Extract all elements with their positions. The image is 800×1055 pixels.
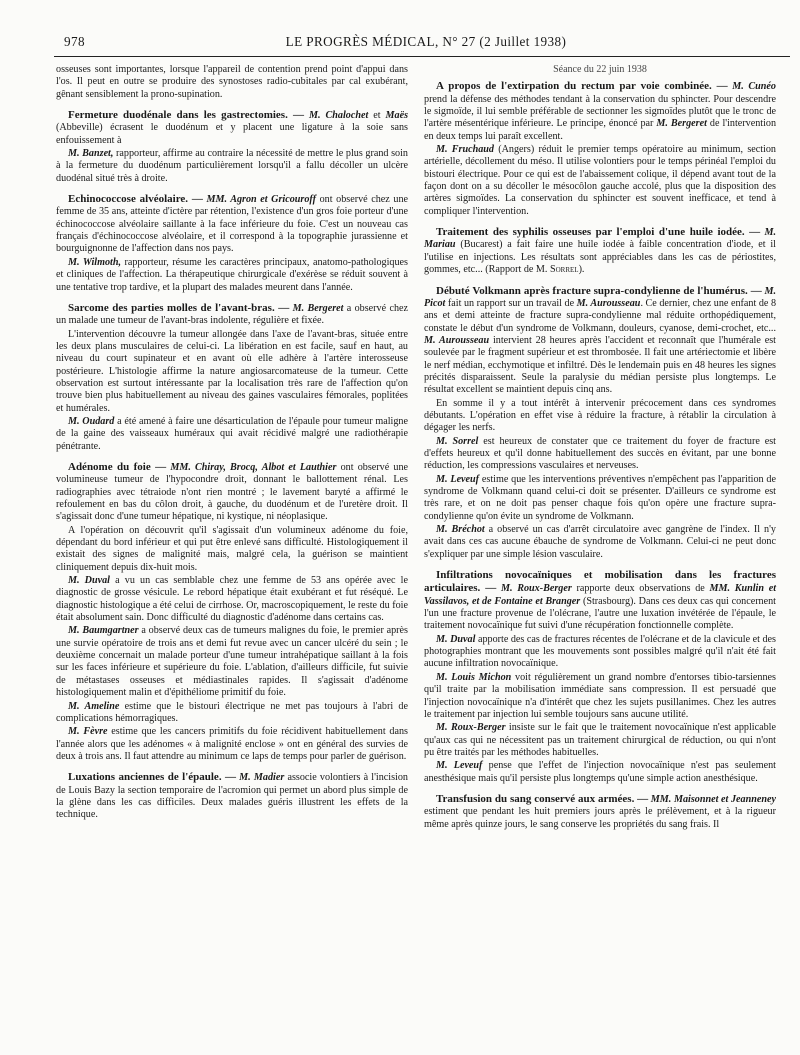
paragraph: M. Ameline estime que le bistouri électrique ne met pas toujours à l'abri de complications hémorragiques.: [56, 700, 408, 724]
section-volkmann: Débuté Volkmann après fracture supra-condylienne de l'humérus. — M. Picot fait un rapport sur un travail de M. Aurousseau. Ce dernier, chez une enfant de 8 ans et demi atteinte de fracture supra-condylienne mal réduite orthopédiquement, constate le début d'un syndrome de Volkmann, douleurs, cyanose, demi-crochet, etc... M. Aurousseau intervient 28 heures après l'accident et reconnaît que l'humérale est soulevée par le fragment supérieur et est thrombosée. Il fait une artériectomie et libère le nerf médian, ecchymotique et infiltré. Dès le lendemain puis en 48 heures les signes précités disparaissent. Seule la paralysie du médian persiste plus longtemps. Le résultat excellent se maintient depuis cinq ans.: [424, 284, 777, 396]
section-echinococcose: Echinococcose alvéolaire. — MM. Agron et Gricouroff ont observé chez une femme de 35 ans, atteinte d'ictère par rétention, l'existence d'un gros foie porteur d'une échinococcose alvéolaire saillante à la face inférieure du foie. C'est un nouveau cas français d'échinococcose alvéolaire, et il correspond à la topographie jurassienne et bourguignonne de l'affection dans nos pays.: [56, 193, 409, 255]
right-column: [424, 64, 776, 832]
paragraph: M. Leveuf estime que les interventions préventives n'empêchent pas l'apparition de syndrome de Volkmann quand celui-ci doit se présenter. D'ailleurs ce syndrome est très rare, et on ne doit pas penser chaque fois qu'on opère une fracture supra-condylienne qu'on évite un syndrome de Volkmann.: [424, 473, 776, 522]
section-transfusion: Transfusion du sang conservé aux armées. — MM. Maisonnet et Jeanneney estiment que pendant les huit premiers jours après le prélèvement, et à la rigueur même après quinze jours, le sang conserve les propriétés du sang frais. Il: [424, 792, 776, 830]
section-adenome-foie: Adénome du foie — MM. Chiray, Brocq, Albot et Lauthier ont observé une volumineuse tumeur de l'hypocondre droit, donnant le ballottement rénal. Les radiographies avec tétraiode n'ont rien montré ; le lavement baryté a affirmé le refoulement en bas du côlon droit, à gauche, du duodénum et de l'uretère droit. Il s'agissait donc d'une tumeur hépatique, ni kystique, ni néoplasique.: [56, 460, 409, 523]
journal-title: LE PROGRÈS MÉDICAL, N° 27 (2 Juillet 1938): [285, 34, 567, 49]
running-header: [64, 34, 788, 54]
section-fermeture-duodenale: Fermeture duodénale dans les gastrectomies. — M. Chalochet et Maës (Abbeville) écrasent le duodénum et y placent une ligature à la soie sans enfouissement à: [56, 109, 409, 146]
paragraph: M. Fèvre estime que les cancers primitifs du foie récidivent habituellement dans l'année alors que les adénomes « à malignité enclose » ont en général des survies de deux à trois ans. Il faut attendre au minimum ce laps de temps pour parler de guérison.: [56, 726, 408, 762]
section-title: Infiltrations novocaïniques et mobilisation dans les fractures articulaires. —: [424, 569, 776, 595]
section-syphilis: Traitement des syphilis osseuses par l'emploi d'une huile iodée. — M. Mariau (Bucarest) a fait faire une huile iodée à faible concentration d'iode, et il l'utilise en injections. Les résultats sont appréciables dans les cas de périostites, gommes, etc... (Rapport de M. Sorrel).: [424, 226, 776, 276]
paragraph: L'intervention découvre la tumeur allongée dans l'axe de l'avant-bras, située entre les deux plans musculaires de celui-ci. La libération en est facile, sauf en haut, au niveau du court supinateur et en avant où elle adhère à l'artère interosseuse postérieure. L'histologie affirme la nature angiosarcomateuse de la tumeur. Cette observation est surtout intéressante par la localisation très rare de l'affection qu'on trouve bien plus habituellement au niveau des gaines vasculaires fémorales, poplitées et humérales.: [56, 328, 408, 414]
paragraph: osseuses sont importantes, lorsque l'appareil de contention prend point d'appui dans l'os. Il peut en outre se produire des synostoses radio-cubitales par cal exubérant, gênant sensiblement la prono-supination.: [56, 64, 408, 100]
paragraph: M. Bréchot a observé un cas d'arrêt circulatoire avec gangrène de l'index. Il n'y avait dans ces cas aucune ébauche de syndrome de Volkmann. Celui-ci ne peut donc s'expliquer par une simple lésion vasculaire.: [424, 524, 776, 560]
section-luxations: Luxations anciennes de l'épaule. — M. Madier associe volontiers à l'incision de Louis Bazy la section temporaire de l'acromion qui permet un abord plus simple de la glène dans les cas difficiles. Deux malades guéris illustrent les effets de la technique.: [56, 771, 408, 821]
seance-date: Séance du 22 juin 1938: [553, 64, 647, 75]
paragraph: M. Louis Michon voit régulièrement un grand nombre d'entorses tibio-tarsiennes qu'il traite par la mobilisation immédiate sans compression. Il est persuadé que l'injection novocaïnique n'a d'intérêt que chez les sujets pusillanimes. Chez les autres le traitement par injection lui semble toujours sans aucune utilité.: [424, 671, 776, 720]
section-title: Traitement des syphilis osseuses par l'emploi d'une huile iodée. —: [436, 226, 761, 239]
section-rectum: A propos de l'extirpation du rectum par voie combinée. — M. Cunéo prend la défense des méthodes tendant à la conservation du sphincter. Pour descendre le sigmoïde, il lui semble préférable de sectionner les sigmoïdes plutôt que le tronc de l'artère mésentérique inférieure. Le principe, énoncé par M. Bergeret de l'intervention en deux temps lui paraît excellent.: [424, 80, 777, 142]
section-title: Sarcome des parties molles de l'avant-bras. —: [68, 301, 290, 314]
section-title: Fermeture duodénale dans les gastrectomies. —: [68, 109, 305, 122]
paragraph: M. Roux-Berger insiste sur le fait que le traitement novocaïnique n'est applicable qu'aux cas qui ne nécessitent pas un traitement chirurgical de réduction, ou qui n'ont pu être traités par les méthodes habituelles.: [424, 722, 776, 758]
section-title: Débuté Volkmann après fracture supra-condylienne de l'humérus. —: [436, 284, 762, 297]
paragraph: M. Baumgartner a observé deux cas de tumeurs malignes du foie, le premier après une survie opératoire de trois ans et demi fut revue avec un cancer ulcéré du sein ; le deuxième concernait un malade porteur d'une tumeur intrahépatique saillant à la fois sur les faces inférieure et supérieure du foie. L'ablation, d'ailleurs difficile, fut suivie de métastases osseuses et médiastinales rapides. Il s'agissait d'adénome histologiquement malin et d'épithéliome primitif du foie.: [56, 625, 408, 699]
paragraph: M. Leveuf pense que l'effet de l'injection novocaïnique n'est pas seulement anesthésique mais qu'il persiste plus longtemps qu'une simple action anesthésique.: [424, 760, 776, 784]
paragraph: En somme il y a tout intérêt à intervenir précocement dans ces syndromes débutants. L'opération en effet vise à réduire la fracture, à rétablir la circulation à dégager les nerfs.: [424, 397, 776, 434]
section-title: Luxations anciennes de l'épaule. —: [68, 771, 236, 784]
left-column: [56, 64, 408, 823]
paragraph: M. Duval a vu un cas semblable chez une femme de 53 ans opérée avec le diagnostic de grosse vésicule. Le rebord hépatique était exubérant et fut réséqué. Le diagnostic histologique a été celui de cirrhose. Or, macroscopiquement, le reste du foie était absolument sain. Donc difficulté du diagnostic d'adénome dans certains cas.: [56, 575, 408, 624]
paragraph: M. Fruchaud (Angers) réduit le premier temps opératoire au minimum, section artérielle, décollement du méso. Il utilise volontiers pour le temps périnéal l'emploi du bistouri électrique. Pour ce qui est de l'abaissement colique, il dépend avant tout de la façon dont on a su décoller le mésocôlon gauche accolé, plus que la disposition des artères sigmoïdes. La conservation du sphincter est souvent inefficace, et tend à compliquer l'intervention.: [424, 144, 776, 217]
section-infiltrations: Infiltrations novocaïniques et mobilisation dans les fractures articulaires. — M. Roux-Berger rapporte deux observations de MM. Kunlin et Vassilavos, et de Fontaine et Branger (Strasbourg). Dans ces deux cas qui concernent l'un une fracture provenue de l'olécrane, l'autre une luxation invétérée de l'épaule, le traitement novocaïnique fut suivi d'une récupération fonctionnelle complète.: [424, 569, 777, 632]
section-title: Echinococcose alvéolaire. —: [68, 193, 203, 206]
paragraph: M. Banzet, rapporteur, affirme au contraire la nécessité de mettre le plus grand soin à la fermeture du duodénum particulièrement lorsqu'il a fallu décoller un ulcère duodénal situé très à droite.: [56, 148, 408, 184]
page-number: 978: [64, 34, 85, 49]
section-sarcome: Sarcome des parties molles de l'avant-bras. — M. Bergeret a observé chez un malade une tumeur de l'avant-bras indolente, régulière et fixée.: [56, 301, 408, 327]
section-title: Adénome du foie —: [68, 460, 167, 473]
paragraph: A l'opération on découvrit qu'il s'agissait d'un volumineux adénome du foie, dépendant du bord inférieur et qui put être enlevé sans difficulté. Histologiquement il existait des signes de malignité mais, malgré cela, la guérison se maintient cliniquement depuis dix-huit mois.: [56, 524, 408, 573]
paragraph: M. Oudard a été amené à faire une désarticulation de l'épaule pour tumeur maligne de la gaine des vaisseaux huméraux qui avait récidivé malgré une radiothérapie pénétrante.: [56, 415, 408, 452]
paragraph: M. Wilmoth, rapporteur, résume les caractères principaux, anatomo-pathologiques et cliniques de l'affection. La thérapeutique chirurgicale d'exérèse se réduit souvent à une tentative trop tardive, et la plupart des malades meurent dans l'année.: [56, 256, 408, 293]
paragraph: M. Duval apporte des cas de fractures récentes de l'olécrane et de la clavicule et des photographies montrant que les mouvements sont possibles malgré qu'il n'ait été fait aucune infiltration novocaïnique.: [424, 633, 776, 670]
section-title: A propos de l'extirpation du rectum par voie combinée. —: [436, 80, 728, 93]
header-rule: [54, 56, 790, 57]
section-title: Transfusion du sang conservé aux armées. —: [436, 792, 649, 805]
paragraph: M. Sorrel est heureux de constater que ce traitement du foyer de fracture est d'effets heureux et qu'il donne habituellement des succès en évitant, par une bonne réduction, les compressions vasculaires et nerveuses.: [424, 435, 776, 472]
